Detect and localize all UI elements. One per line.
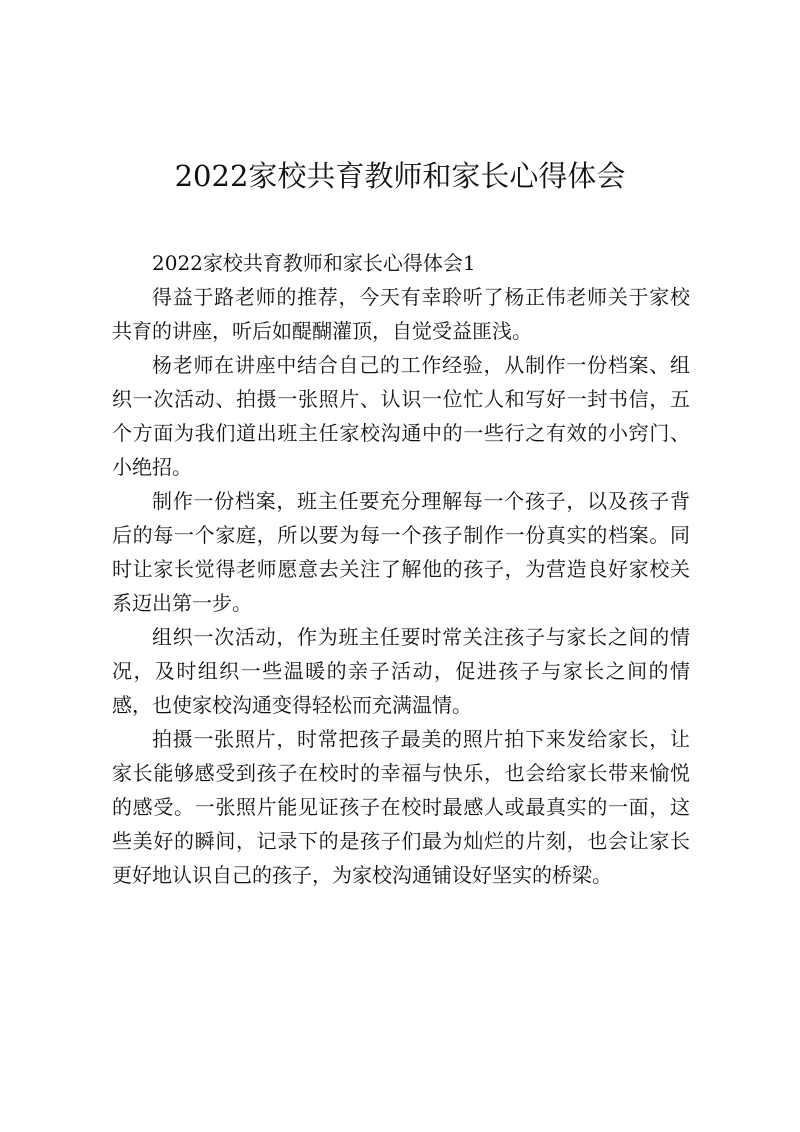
paragraph-subtitle: 2022家校共育教师和家长心得体会1	[152, 251, 476, 275]
document-body	[112, 246, 690, 892]
paragraph-photo: 拍摄一张照片，时常把孩子最美的照片拍下来发给家长，让家长能够感受到孩子在校时的幸福与快乐，也会给家长带来愉悦的感受。一张照片能见证孩子在校时最感人或最真实的一面，这些美好的瞬间，记录下的是孩子们最为灿烂的片刻，也会让家长更好地认识自己的孩子，为家校沟通铺设好坚实的桥梁。	[112, 727, 690, 887]
document-title: 2022家校共育教师和家长心得体会	[174, 159, 626, 193]
paragraph-intro: 得益于路老师的推荐，今天有幸聆听了杨正伟老师关于家校共育的讲座，听后如醍醐灌顶，自觉受益匪浅。	[112, 285, 690, 343]
paragraph-archive: 制作一份档案，班主任要充分理解每一个孩子，以及孩子背后的每一个家庭，所以要为每一个孩子制作一份真实的档案。同时让家长觉得老师愿意去关注了解他的孩子，为营造良好家校关系迈出第一步。	[112, 489, 690, 615]
paragraph-activity: 组织一次活动，作为班主任要时常关注孩子与家长之间的情况，及时组织一些温暖的亲子活动，促进孩子与家长之间的情感，也使家校沟通变得轻松而充满温情。	[112, 625, 690, 717]
paragraph-overview: 杨老师在讲座中结合自己的工作经验，从制作一份档案、组织一次活动、拍摄一张照片、认识一位忙人和写好一封书信，五个方面为我们道出班主任家校沟通中的一些行之有效的小窍门、小绝招。	[112, 353, 690, 479]
